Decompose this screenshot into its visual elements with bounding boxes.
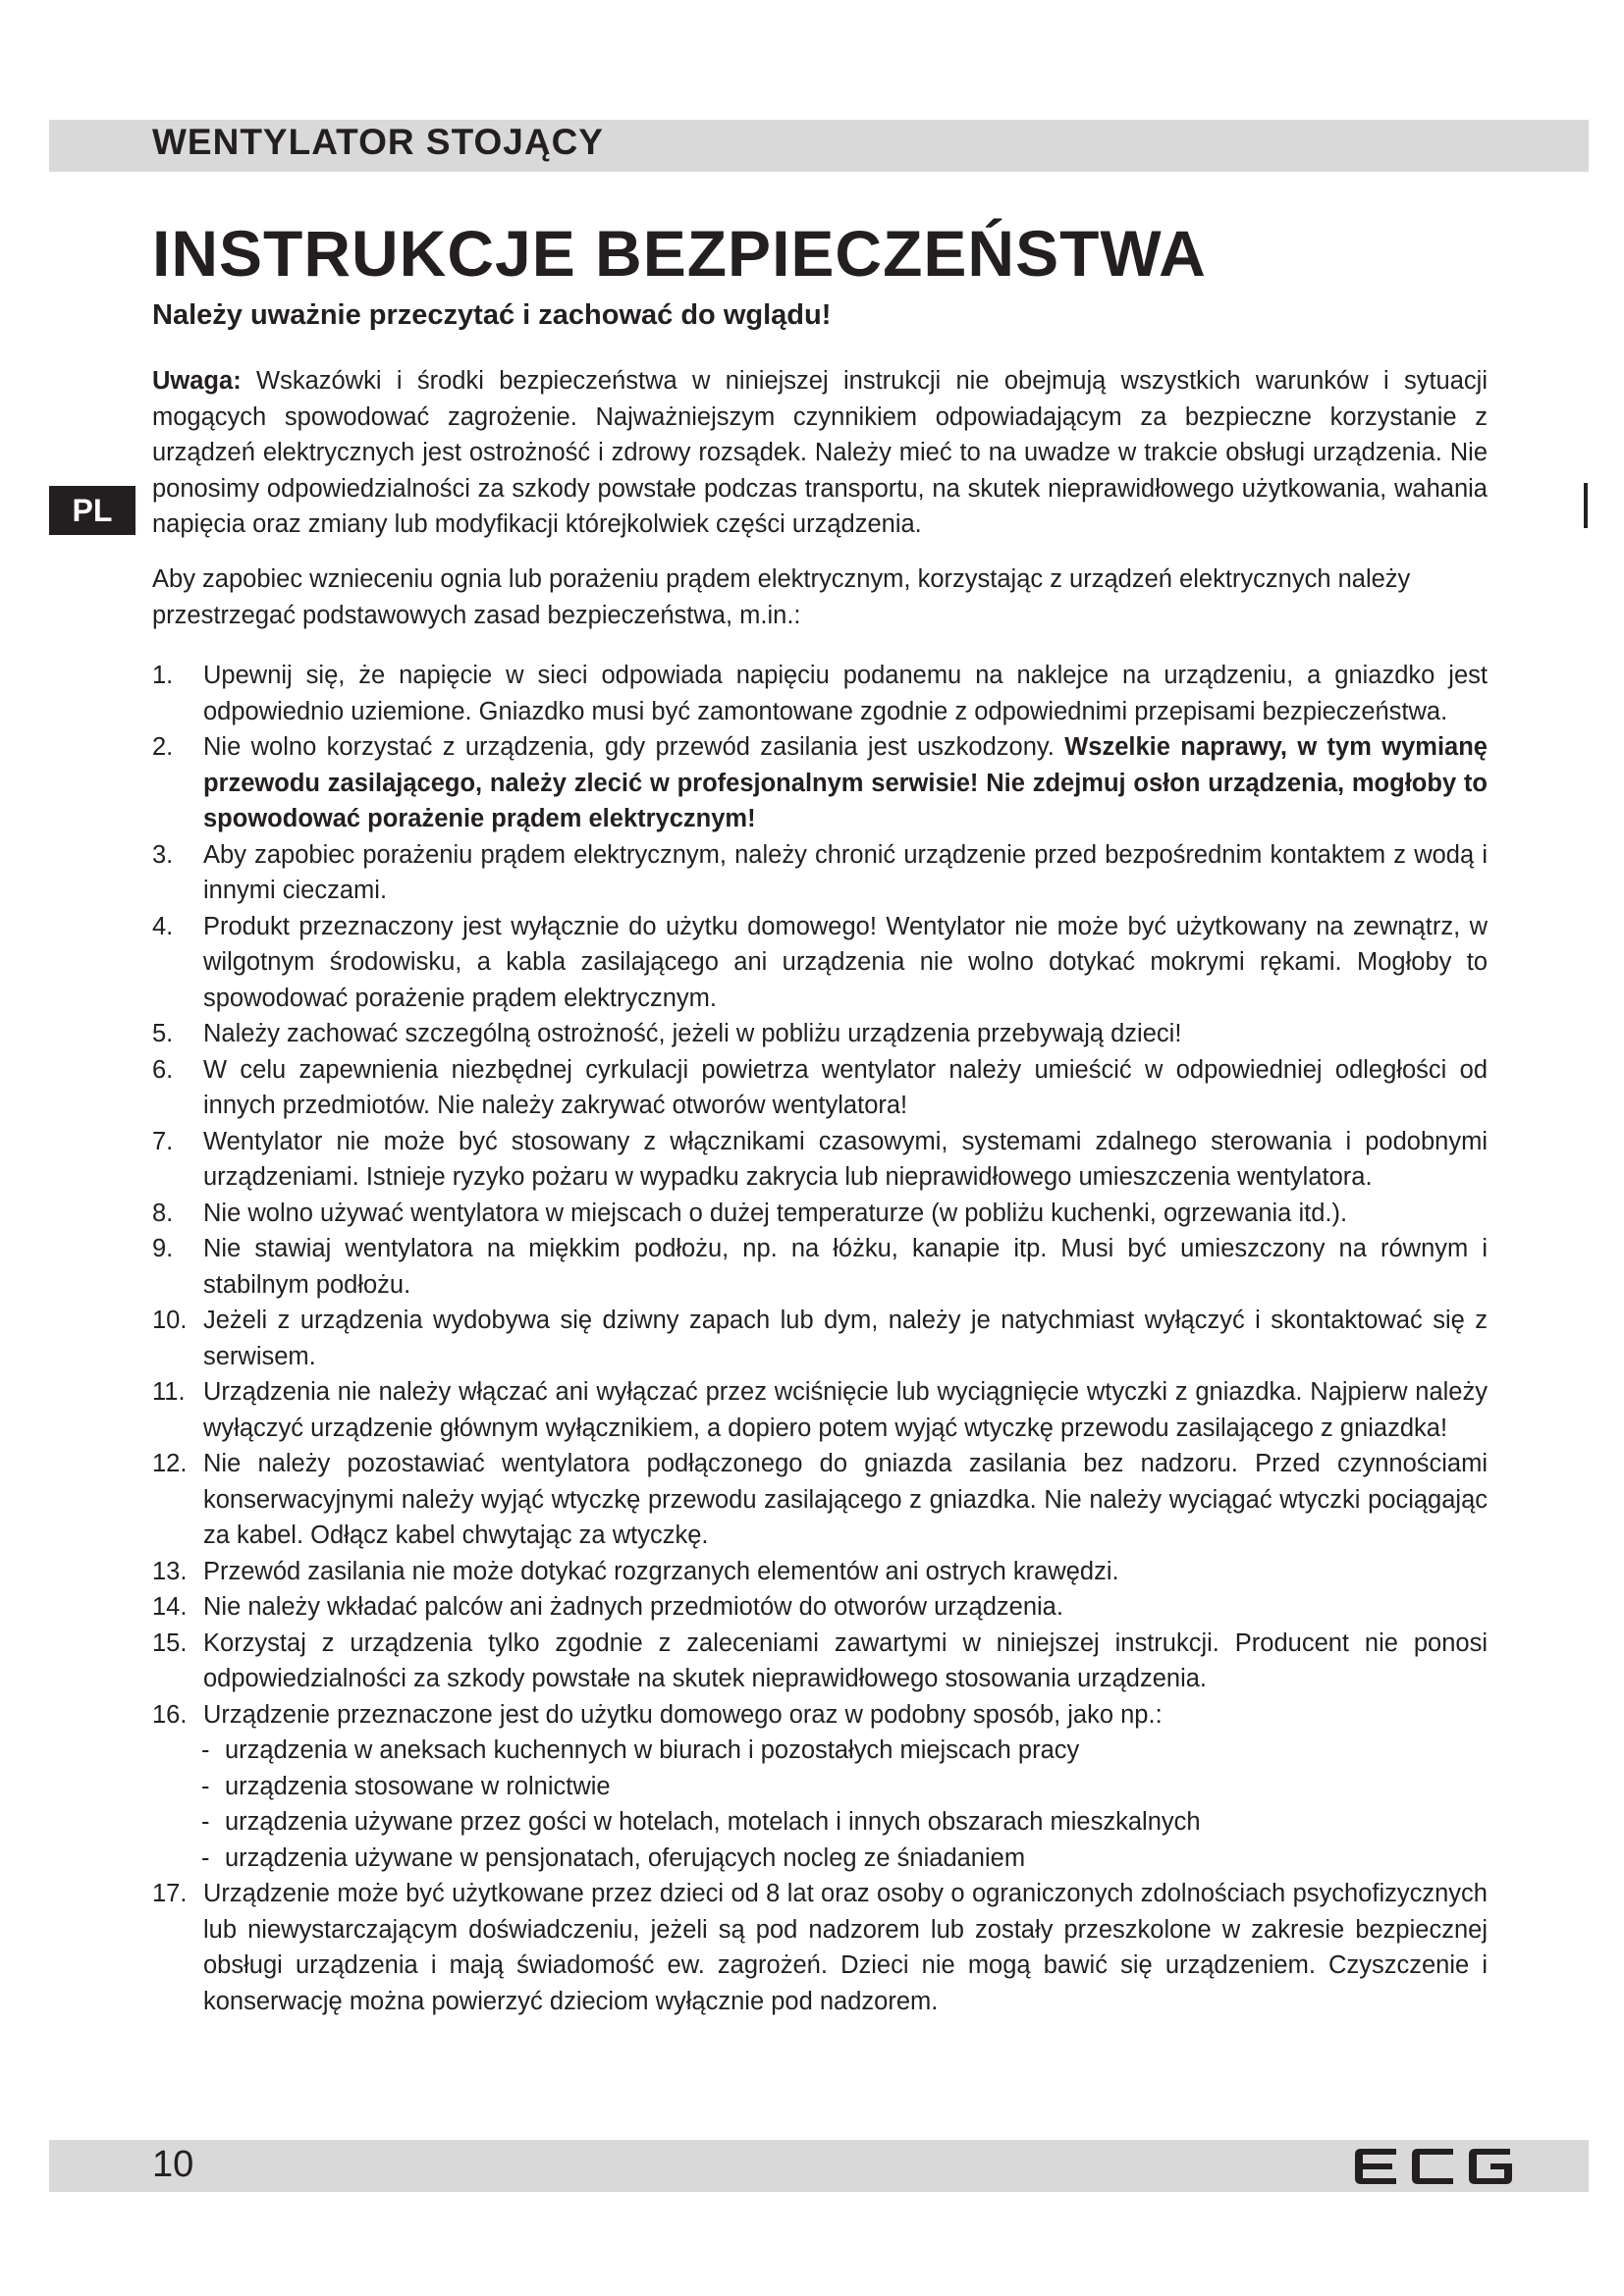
language-tab: PL <box>49 486 135 535</box>
list-item <box>152 1876 1488 2019</box>
item-text: Jeżeli z urządzenia wydobywa się dziwny zapach lub dym, należy je natychmiast wyłączyć i skontaktować się z serwisem. <box>203 1307 1488 1370</box>
item-number: 9. <box>152 1235 174 1262</box>
page-edge-mark <box>1584 483 1588 528</box>
list-item <box>152 1231 1488 1303</box>
page-number: 10 <box>152 2144 194 2185</box>
list-item <box>152 1446 1488 1554</box>
item-number: 3. <box>152 840 174 869</box>
list-item <box>152 1589 1488 1626</box>
sub-item-text: urządzenia w aneksach kuchennych w biurach i pozostałych miejscach pracy <box>225 1736 1080 1764</box>
sub-item-text: urządzenia używane w pensjonatach, oferujących nocleg ze śniadaniem <box>225 1843 1026 1872</box>
item-number: 7. <box>152 1127 174 1155</box>
sub-item-text: urządzenia używane przez gości w hotelach, motelach i innych obszarach mieszkalnych <box>225 1808 1201 1836</box>
list-item <box>152 1052 1488 1124</box>
item-text: Nie należy wkładać palców ani żadnych przedmiotów do otworów urządzenia. <box>203 1593 1063 1621</box>
list-item <box>152 1626 1488 1697</box>
item-text: Nie wolno używać wentylatora w miejscach o dużej temperaturze (w pobliżu kuchenki, ogrzewania itd.). <box>203 1199 1348 1227</box>
list-item <box>152 1016 1488 1052</box>
list-item <box>152 1196 1488 1232</box>
item-text: W celu zapewnienia niezbędnej cyrkulacji powietrza wentylator należy umieścić w odpowiedniej odległości od innych przedmiotów. Nie należy zakrywać otworów wentylatora! <box>203 1055 1488 1119</box>
item-number: 2. <box>152 733 174 761</box>
intro-paragraph <box>152 363 1488 543</box>
item-text: Przewód zasilania nie może dotykać rozgrzanych elementów ani ostrych krawędzi. <box>203 1557 1119 1585</box>
header-bar <box>49 120 1589 172</box>
list-item <box>152 909 1488 1017</box>
list-item <box>152 1374 1488 1446</box>
item-text: Upewnij się, że napięcie w sieci odpowiada napięciu podanemu na naklejce na urządzeniu, a gniazdko jest odpowiednio uziemione. Gniazdko musi być zamontowane zgodnie z odpowiednimi przepisami bezpieczeństwa. <box>203 662 1488 725</box>
header-title: WENTYLATOR STOJĄCY <box>152 122 604 162</box>
item-text: Aby zapobiec porażeniu prądem elektrycznym, należy chronić urządzenie przed bezpośrednim kontaktem z wodą i innymi cieczami. <box>203 840 1488 904</box>
list-item <box>152 837 1488 909</box>
item-text: Należy zachować szczególną ostrożność, jeżeli w pobliżu urządzenia przebywają dzieci! <box>203 1020 1182 1047</box>
sub-list <box>152 1733 1488 1876</box>
dash-bullet: - <box>201 1843 210 1872</box>
item-number: 5. <box>152 1020 174 1047</box>
item-text: Urządzenie przeznaczone jest do użytku domowego oraz w podobny sposób, jako np.: <box>203 1700 1163 1729</box>
item-number: 10. <box>152 1307 188 1334</box>
item-text: Nie stawiaj wentylatora na miękkim podłożu, np. na łóżku, kanapie itp. Musi być umieszczony na równym i stabilnym podłożu. <box>203 1235 1488 1299</box>
safety-list <box>152 658 1488 2019</box>
item-number: 16. <box>152 1700 188 1729</box>
sub-list-item <box>152 1769 1488 1805</box>
item-warning-bold: Wszelkie naprawy, w tym wymianę przewodu zasilającego, należy zlecić w profesjonalnym serwisie! Nie zdejmuj osłon urządzenia, mogłoby to spowodować porażenie prądem elektrycznym! <box>203 733 1488 832</box>
intro-label: Uwaga: <box>152 367 242 395</box>
page-title: INSTRUKCJE BEZPIECZEŃSTWA <box>152 217 1207 290</box>
item-text: Korzystaj z urządzenia tylko zgodnie z zaleceniami zawartymi w niniejszej instrukcji. Producent nie ponosi odpowiedzialności za szkody powstałe na skutek nieprawidłowego stosowania urządzenia. <box>203 1629 1488 1692</box>
sub-item-text: urządzenia stosowane w rolnictwie <box>225 1772 611 1800</box>
item-text: Wentylator nie może być stosowany z włącznikami czasowymi, systemami zdalnego sterowania i podobnymi urządzeniami. Istnieje ryzyko pożaru w wypadku zakrycia lub nieprawidłowego umieszczenia wentylatora. <box>203 1127 1488 1191</box>
item-number: 15. <box>152 1629 188 1657</box>
dash-bullet: - <box>201 1808 210 1836</box>
item-text: Urządzenie może być użytkowane przez dzieci od 8 lat oraz osoby o ograniczonych zdolnościach psychofizycznych lub niewystarczającym doświadczeniu, jeżeli są pod nadzorem lub zostały przeszkolone w zakresie bezpiecznej obsługi urządzenia i mają świadomość ew. zagrożeń. Dzieci nie mogą bawić się urządzeniem. Czyszczenie i konserwację można powierzyć dzieciom wyłącznie pod nadzorem. <box>203 1880 1488 2015</box>
item-text: Nie wolno korzystać z urządzenia, gdy przewód zasilania jest uszkodzony. <box>203 733 1055 761</box>
sub-list-item <box>152 1804 1488 1841</box>
list-item <box>152 1303 1488 1374</box>
list-item <box>152 729 1488 837</box>
item-text: Nie należy pozostawiać wentylatora podłączonego do gniazda zasilania bez nadzoru. Przed czynnościami konserwacyjnymi należy wyjąć wtyczkę przewodu zasilającego z gniazdka. Nie należy wyciągać wtyczki pociągając za kabel. Odłącz kabel chwytając za wtyczkę. <box>203 1450 1488 1549</box>
lead-paragraph <box>152 561 1488 633</box>
dash-bullet: - <box>201 1736 210 1764</box>
list-item <box>152 1554 1488 1590</box>
item-number: 17. <box>152 1880 188 1907</box>
list-item <box>152 1124 1488 1196</box>
item-number: 1. <box>152 662 174 689</box>
item-number: 11. <box>152 1378 186 1406</box>
subheading: Należy uważnie przeczytać i zachować do wglądu! <box>152 299 832 331</box>
item-number: 6. <box>152 1055 174 1084</box>
sub-list-item <box>152 1841 1488 1877</box>
ecg-logo <box>1355 2149 1512 2184</box>
lead-text: Aby zapobiec wznieceniu ognia lub porażeniu prądem elektrycznym, korzystając z urządzeń elektrycznych należy przestrzegać podstawowych zasad bezpieczeństwa, m.in.: <box>152 565 1411 629</box>
dash-bullet: - <box>201 1772 210 1800</box>
item-number: 8. <box>152 1199 174 1227</box>
item-number: 12. <box>152 1450 188 1477</box>
item-number: 13. <box>152 1557 188 1585</box>
item-text: Produkt przeznaczony jest wyłącznie do użytku domowego! Wentylator nie może być użytkowany na zewnątrz, w wilgotnym środowisku, a kabla zasilającego ani urządzenia nie wolno dotykać mokrymi rękami. Mogłoby to spowodować porażenie prądem elektrycznym. <box>203 912 1488 1012</box>
item-text: Urządzenia nie należy włączać ani wyłączać przez wciśnięcie lub wyciągnięcie wtyczki z gniazdka. Najpierw należy wyłączyć urządzenie głównym wyłącznikiem, a dopiero potem wyjąć wtyczkę przewodu zasilającego z gniazdka! <box>203 1378 1488 1442</box>
intro-text: Wskazówki i środki bezpieczeństwa w niniejszej instrukcji nie obejmują wszystkich warunków i sytuacji mogących spowodować zagrożenie. Najważniejszym czynnikiem odpowiadającym za bezpieczne korzystanie z urządzeń elektrycznych jest ostrożność i zdrowy rozsądek. Należy mieć to na uwadze w trakcie obsługi urządzenia. Nie ponosimy odpowiedzialności za szkody powstałe podczas transportu, na skutek nieprawidłowego użytkowania, wahania napięcia oraz zmiany lub modyfikacji którejkolwiek części urządzenia. <box>152 367 1488 538</box>
list-item <box>152 1697 1488 1734</box>
sub-list-item <box>152 1733 1488 1769</box>
list-item <box>152 658 1488 729</box>
item-number: 14. <box>152 1593 188 1621</box>
footer-bar <box>49 2140 1589 2192</box>
item-number: 4. <box>152 912 174 940</box>
